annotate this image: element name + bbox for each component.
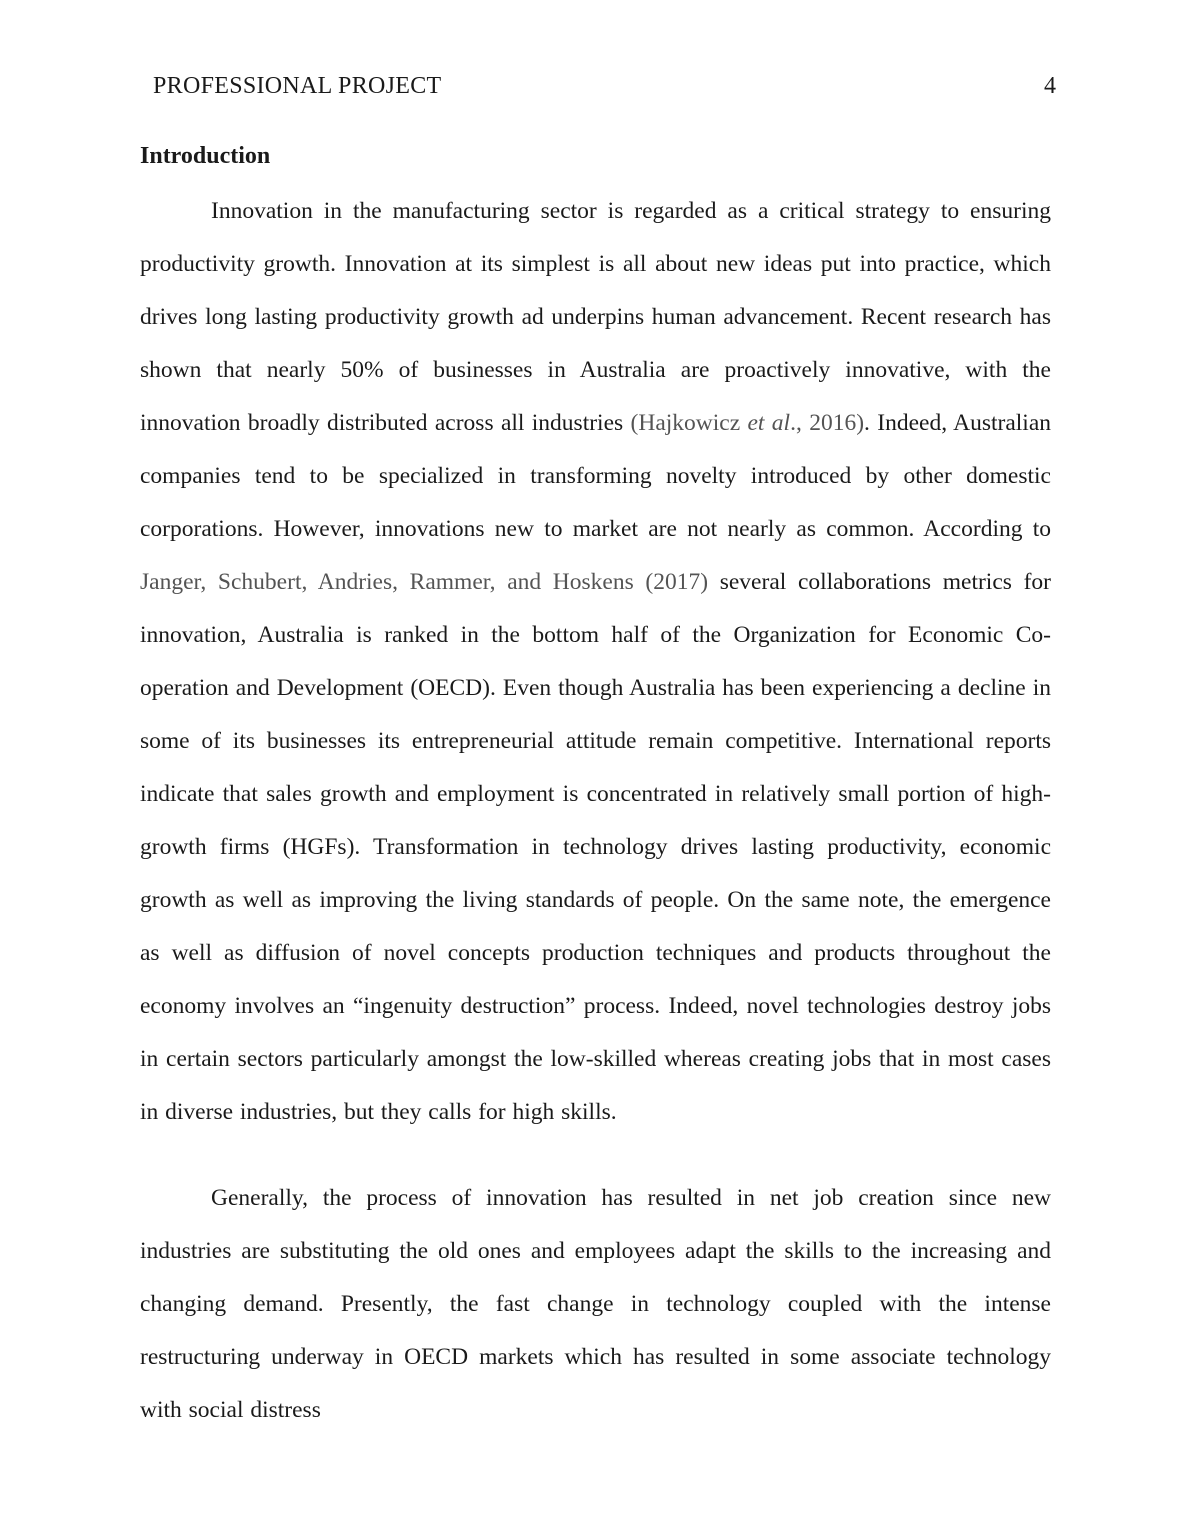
citation-text: Janger, Schubert, Andries, Rammer, and Hoskens (2017) bbox=[140, 569, 709, 595]
text-run: several collaborations metrics for innovation, Australia is ranked in the bottom half of the Organization for Economic Co-operation and Development (OECD). Even though Australia has been experiencing a decline in some of its businesses its entrepreneurial attitude remain competitive. International reports indicate that sales growth and employment is concentrated in relatively small portion of high-growth firms (HGFs). Transformation in technology drives lasting productivity, economic growth as well as improving the living standards of people. On the same note, the emergence as well as diffusion of novel concepts production techniques and products throughout the economy involves an “ingenuity destruction” process. Indeed, novel technologies destroy jobs in certain sectors particularly amongst the low-skilled whereas creating jobs that in most cases in diverse industries, but they calls for high skills. bbox=[140, 569, 1051, 1125]
citation-text: et al bbox=[747, 410, 791, 436]
document-body bbox=[140, 185, 1051, 1437]
paragraph-1 bbox=[140, 185, 1051, 1139]
citation-text: (Hajkowicz bbox=[630, 410, 748, 436]
text-run: . Indeed, Australian companies tend to be specialized in transforming novelty introduced by other domestic corporations. However, innovations new to market are not nearly as common. According to bbox=[140, 410, 1052, 542]
text-run: Innovation in the manufacturing sector is regarded as a critical strategy to ensuring productivity growth. Innovation at its simplest is all about new ideas put into practice, which drives long lasting productivity growth ad underpins human advancement. Recent research has shown that nearly 50% of businesses in Australia are proactively innovative, with the innovation broadly distributed across all industries bbox=[140, 198, 1051, 436]
citation-text: ., 2016) bbox=[790, 410, 865, 436]
paragraph-2 bbox=[140, 1172, 1051, 1437]
section-heading: Introduction bbox=[140, 143, 271, 169]
page-header bbox=[140, 73, 1056, 99]
page-number: 4 bbox=[1044, 73, 1056, 99]
text-run: Generally, the process of innovation has resulted in net job creation since new industries are substituting the old ones and employees adapt the skills to the increasing and changing demand. Presently, the fast change in technology coupled with the intense restructuring underway in OECD markets which has resulted in some associate technology with social distress bbox=[140, 1185, 1051, 1423]
running-head: PROFESSIONAL PROJECT bbox=[153, 73, 442, 99]
